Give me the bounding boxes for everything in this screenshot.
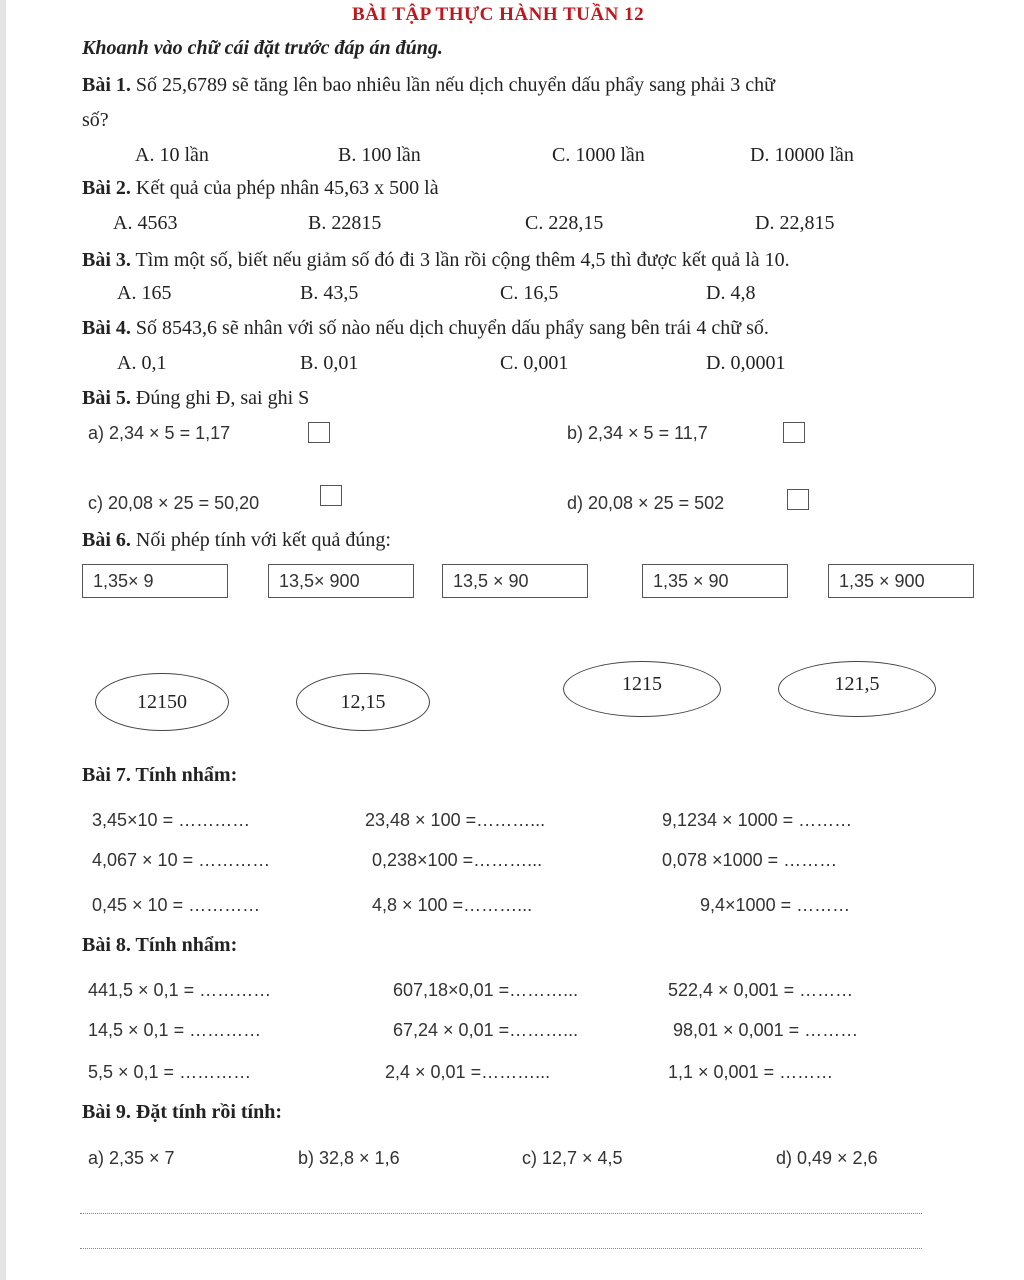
bai5-checkbox-c[interactable]: [320, 485, 342, 506]
bai1-text-cont: số?: [82, 109, 109, 131]
page-edge: [0, 0, 6, 1280]
bai2-text: Kết quả của phép nhân 45,63 x 500 là: [135, 177, 439, 199]
bai5-item-b: b) 2,34 × 5 = 11,7: [567, 423, 708, 443]
bai8-item: 67,24 × 0,01 =………...: [393, 1020, 579, 1040]
expression-box[interactable]: 13,5 × 90: [442, 564, 588, 598]
bai5-checkbox-a[interactable]: [308, 422, 330, 443]
bai4-option-d[interactable]: D. 0,0001: [706, 352, 786, 374]
bai5-checkbox-b[interactable]: [783, 422, 805, 443]
bai3-option-a[interactable]: A. 165: [117, 282, 172, 304]
bai1-option-b[interactable]: B. 100 lần: [338, 144, 421, 166]
instruction: Khoanh vào chữ cái đặt trước đáp án đúng.: [82, 37, 443, 59]
bai8-item: 441,5 × 0,1 = …………: [88, 980, 272, 1000]
bai7-item: 23,48 × 100 =………...: [365, 810, 546, 830]
bai4-option-c[interactable]: C. 0,001: [500, 352, 569, 374]
bai9-item-a: a) 2,35 × 7: [88, 1148, 175, 1168]
bai2-option-c[interactable]: C. 228,15: [525, 212, 604, 234]
bai8-item: 522,4 × 0,001 = ………: [668, 980, 854, 1000]
bai9-item-d: d) 0,49 × 2,6: [776, 1148, 878, 1168]
bai8-item: 607,18×0,01 =………...: [393, 980, 579, 1000]
expression-box[interactable]: 1,35 × 900: [828, 564, 974, 598]
bai1-label: Bài 1.: [82, 74, 131, 96]
bai4-text: Số 8543,6 sẽ nhân với số nào nếu dịch chuyển dấu phẩy sang bên trái 4 chữ số.: [135, 317, 769, 339]
bai7-item: 0,238×100 =………...: [372, 850, 543, 870]
expression-box[interactable]: 13,5× 900: [268, 564, 414, 598]
bai1-option-c[interactable]: C. 1000 lần: [552, 144, 645, 166]
bai7-item: 3,45×10 = …………: [92, 810, 251, 830]
bai6-label: Bài 6.: [82, 529, 131, 551]
bai9-item-b: b) 32,8 × 1,6: [298, 1148, 400, 1168]
bai1-option-a[interactable]: A. 10 lần: [135, 144, 209, 166]
bai8-item: 14,5 × 0,1 = …………: [88, 1020, 262, 1040]
bai8-item: 5,5 × 0,1 = …………: [88, 1062, 252, 1082]
worksheet-title: BÀI TẬP THỰC HÀNH TUẦN 12: [352, 4, 645, 25]
bai1-question: [82, 73, 775, 97]
bai7-item: 4,067 × 10 = …………: [92, 850, 271, 870]
bai7-item: 0,078 ×1000 = ………: [662, 850, 838, 870]
answer-line: [80, 1213, 922, 1214]
bai7-item: 4,8 × 100 =………...: [372, 895, 533, 915]
bai7-label: Bài 7. Tính nhẩm:: [82, 764, 238, 786]
bai5-item-d: d) 20,08 × 25 = 502: [567, 493, 725, 513]
bai5-item-a: a) 2,34 × 5 = 1,17: [88, 423, 231, 443]
bai6-question: [82, 528, 391, 552]
bai3-label: Bài 3.: [82, 249, 131, 271]
bai5-text: Đúng ghi Đ, sai ghi S: [135, 387, 310, 409]
bai2-question: [82, 176, 439, 200]
bai1-option-d[interactable]: D. 10000 lần: [750, 144, 854, 166]
bai8-item: 1,1 × 0,001 = ………: [668, 1062, 834, 1082]
bai3-option-c[interactable]: C. 16,5: [500, 282, 559, 304]
bai3-option-b[interactable]: B. 43,5: [300, 282, 359, 304]
bai3-question: [82, 248, 790, 272]
bai9-item-c: c) 12,7 × 4,5: [522, 1148, 623, 1168]
bai6-text: Nối phép tính với kết quả đúng:: [135, 529, 391, 551]
bai7-item: 0,45 × 10 = …………: [92, 895, 261, 915]
answer-line: [80, 1248, 922, 1249]
bai4-option-a[interactable]: A. 0,1: [117, 352, 167, 374]
bai2-option-a[interactable]: A. 4563: [113, 212, 178, 234]
result-oval[interactable]: 1215: [563, 661, 721, 717]
bai8-label: Bài 8. Tính nhẩm:: [82, 934, 238, 956]
bai8-item: 2,4 × 0,01 =………...: [385, 1062, 551, 1082]
bai5-label: Bài 5.: [82, 387, 131, 409]
bai5-item-c: c) 20,08 × 25 = 50,20: [88, 493, 260, 513]
bai5-question: [82, 386, 309, 410]
bai4-label: Bài 4.: [82, 317, 131, 339]
bai7-item: 9,1234 × 1000 = ………: [662, 810, 853, 830]
expression-box[interactable]: 1,35× 9: [82, 564, 228, 598]
expression-box[interactable]: 1,35 × 90: [642, 564, 788, 598]
result-oval[interactable]: 12,15: [296, 673, 430, 731]
bai2-option-b[interactable]: B. 22815: [308, 212, 382, 234]
bai9-label: Bài 9. Đặt tính rồi tính:: [82, 1101, 283, 1123]
bai2-label: Bài 2.: [82, 177, 131, 199]
bai4-question: [82, 316, 769, 340]
bai8-item: 98,01 × 0,001 = ………: [673, 1020, 859, 1040]
bai4-option-b[interactable]: B. 0,01: [300, 352, 359, 374]
result-oval[interactable]: 12150: [95, 673, 229, 731]
bai5-checkbox-d[interactable]: [787, 489, 809, 510]
bai2-option-d[interactable]: D. 22,815: [755, 212, 835, 234]
bai3-option-d[interactable]: D. 4,8: [706, 282, 756, 304]
result-oval[interactable]: 121,5: [778, 661, 936, 717]
bai1-text: Số 25,6789 sẽ tăng lên bao nhiêu lần nếu dịch chuyển dấu phẩy sang phải 3 chữ: [135, 74, 775, 96]
bai7-item: 9,4×1000 = ………: [700, 895, 851, 915]
bai3-text: Tìm một số, biết nếu giảm số đó đi 3 lần rồi cộng thêm 4,5 thì được kết quả là 10.: [135, 249, 790, 271]
